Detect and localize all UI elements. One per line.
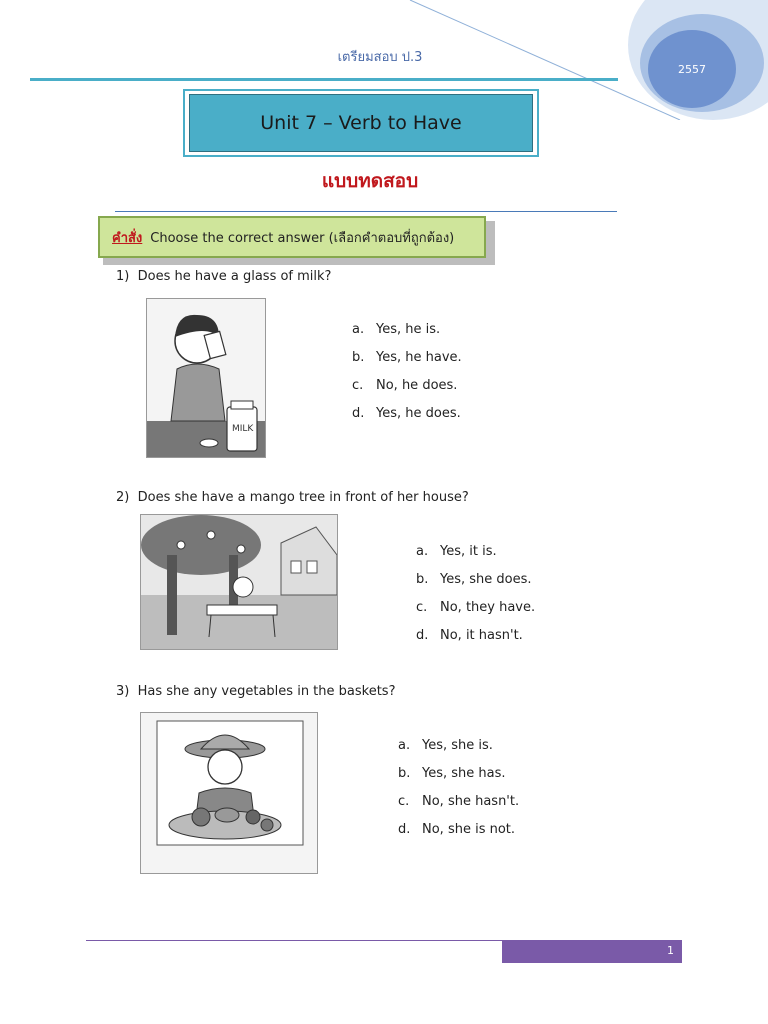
question-number: 2): [116, 490, 130, 505]
mango-tree-house-illustration: [141, 515, 337, 649]
page-subtitle: แบบทดสอบ: [321, 170, 419, 192]
year-badge: 2557: [648, 30, 736, 108]
boy-drinking-milk-illustration: [147, 299, 265, 457]
instruction-label: คำสั่ง: [112, 230, 143, 246]
question-text: Does she have a mango tree in front of her house?: [137, 490, 469, 505]
answer-option[interactable]: d. No, she is not.: [398, 822, 516, 837]
answer-option[interactable]: a. Yes, it is.: [416, 544, 497, 559]
answer-option[interactable]: b. Yes, she has.: [398, 766, 506, 781]
question-2-options: [416, 544, 535, 656]
answer-option[interactable]: d. No, it hasn't.: [416, 628, 523, 643]
page-number: 1: [502, 941, 682, 963]
answer-option[interactable]: d. Yes, he does.: [352, 406, 461, 421]
instruction-text: Choose the correct answer (เลือกคำตอบที่ถูกต้อง): [150, 230, 455, 246]
question-text: Does he have a glass of milk?: [137, 269, 332, 284]
question-number: 3): [116, 684, 130, 699]
milk-bottle-label: MILK: [232, 424, 254, 434]
question-1: [116, 269, 331, 284]
question-1-picture: [146, 298, 266, 458]
question-2: [116, 490, 469, 505]
question-3-options: [398, 738, 519, 850]
question-text: Has she any vegetables in the baskets?: [137, 684, 396, 699]
unit-title: Unit 7 – Verb to Have: [189, 94, 533, 152]
answer-option[interactable]: b. Yes, she does.: [416, 572, 532, 587]
answer-option[interactable]: c. No, he does.: [352, 378, 458, 393]
answer-option[interactable]: a. Yes, he is.: [352, 322, 441, 337]
header-divider: [30, 78, 618, 81]
question-3-picture: [140, 712, 318, 874]
header-title: เตรียมสอบ ป.3: [337, 50, 423, 65]
answer-option[interactable]: c. No, she hasn't.: [398, 794, 520, 809]
answer-option[interactable]: b. Yes, he have.: [352, 350, 462, 365]
question-number: 1): [116, 269, 130, 284]
section-divider: [115, 211, 617, 212]
answer-option[interactable]: c. No, they have.: [416, 600, 536, 615]
question-2-picture: [140, 514, 338, 650]
instruction-box: [98, 216, 486, 258]
question-3: [116, 684, 395, 699]
question-1-options: [352, 322, 462, 434]
girl-with-vegetable-basket-illustration: [141, 713, 317, 873]
answer-option[interactable]: a. Yes, she is.: [398, 738, 493, 753]
